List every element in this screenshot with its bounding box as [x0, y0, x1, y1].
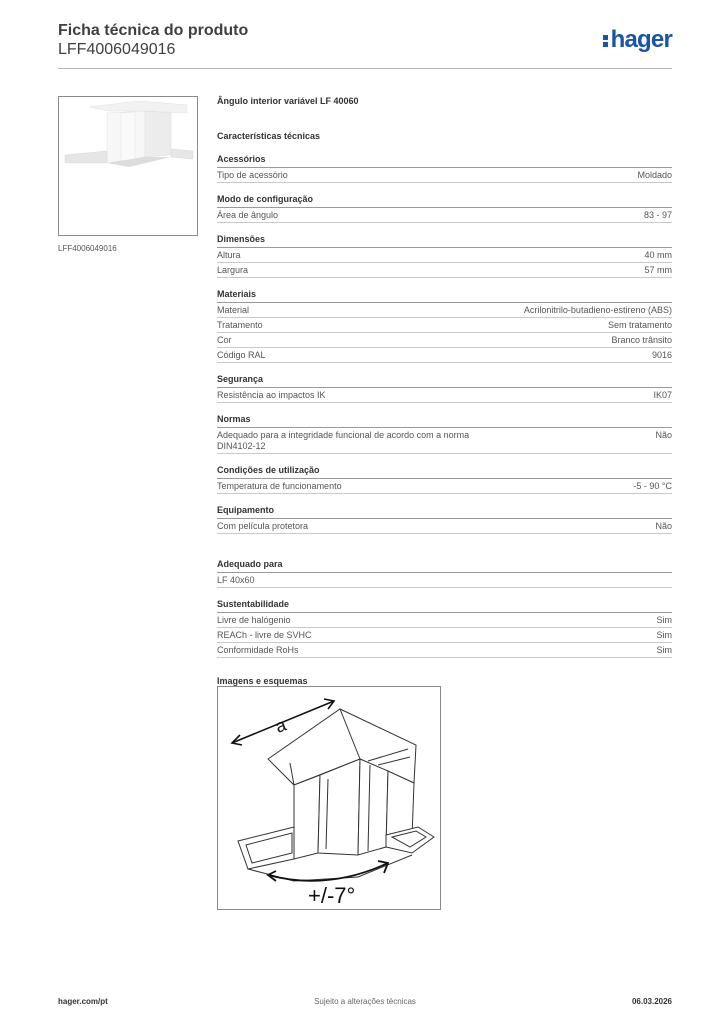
product-name: Ângulo interior variável LF 40060: [217, 96, 359, 106]
spec-value: 40 mm: [644, 250, 672, 260]
spec-row: [217, 348, 672, 363]
group-title: Condições de utilização: [217, 465, 672, 479]
spec-row: [217, 303, 672, 318]
group-title: Adequado para: [217, 559, 672, 573]
logo-dots-icon: [603, 33, 609, 47]
group-title: Dimensões: [217, 234, 672, 248]
footer-notice: Sujeito a alterações técnicas: [314, 997, 416, 1006]
group-title: Materiais: [217, 289, 672, 303]
footer-date: 06.03.2026: [631, 997, 672, 1006]
spec-row: [217, 613, 672, 628]
footer-website-link[interactable]: hager.com/pt: [58, 997, 108, 1006]
spec-label: Resistência ao impactos IK: [217, 390, 326, 400]
hager-logo: [603, 26, 672, 54]
spec-label: Livre de halógenio: [217, 615, 291, 625]
spec-row: [217, 388, 672, 403]
spec-row: [217, 333, 672, 348]
spec-row: [217, 248, 672, 263]
spec-label: LF 40x60: [217, 575, 255, 585]
spec-value: Sem tratamento: [607, 320, 672, 330]
dimension-a-label: a: [272, 714, 289, 737]
spec-label: Tratamento: [217, 320, 263, 330]
spec-group: [217, 414, 672, 454]
dimension-drawing: [217, 686, 441, 910]
spec-group: [217, 154, 672, 183]
spec-group: [217, 194, 672, 223]
spec-group: [217, 465, 672, 494]
tech-heading: Características técnicas: [217, 131, 321, 141]
spec-group: [217, 505, 672, 534]
spec-value: 9016: [651, 350, 672, 360]
group-title: Sustentabilidade: [217, 599, 672, 613]
spec-value: Moldado: [637, 170, 672, 180]
spec-row: [217, 208, 672, 223]
spec-group: [217, 374, 672, 403]
spec-value: Sim: [656, 615, 672, 625]
spec-label: Material: [217, 305, 250, 315]
spec-value: Sim: [656, 630, 672, 640]
spec-label: Largura: [217, 265, 249, 275]
spec-label: Adequado para a integridade funcional de acordo com a norma DIN4102-12: [217, 430, 470, 451]
product-image-caption: LFF4006049016: [58, 244, 117, 253]
spec-value: Não: [655, 521, 672, 531]
spec-row: [217, 428, 672, 454]
spec-value: -5 - 90 °C: [633, 481, 672, 491]
spec-label: Com película protetora: [217, 521, 309, 531]
spec-row: [217, 519, 672, 534]
sustainability-group: [217, 599, 672, 658]
group-title: Normas: [217, 414, 672, 428]
group-title: Acessórios: [217, 154, 672, 168]
document-title: Ficha técnica do produto: [58, 22, 249, 39]
spec-value: IK07: [653, 390, 672, 400]
spec-value: 83 - 97: [643, 210, 672, 220]
spec-group: [217, 289, 672, 363]
page-header: [58, 20, 672, 69]
logo-text: hager: [610, 26, 672, 53]
spec-value: Branco trânsito: [611, 335, 672, 345]
spec-row: [217, 573, 672, 588]
inner-angle-drawing-icon: [218, 687, 440, 909]
spec-row: [217, 168, 672, 183]
spec-row: [217, 643, 672, 658]
spec-label: Tipo de acessório: [217, 170, 288, 180]
spec-label: REACh - livre de SVHC: [217, 630, 312, 640]
images-heading: Imagens e esquemas: [217, 676, 308, 686]
spec-row: [217, 479, 672, 494]
product-code: LFF4006049016: [58, 41, 176, 58]
spec-row: [217, 263, 672, 278]
spec-value: Sim: [656, 645, 672, 655]
group-title: Equipamento: [217, 505, 672, 519]
spec-label: Altura: [217, 250, 241, 260]
spec-label: Conformidade RoHs: [217, 645, 299, 655]
spec-group: [217, 234, 672, 278]
spec-value: Não: [655, 430, 672, 440]
product-photo-icon: [59, 97, 197, 235]
spec-content: [217, 96, 672, 688]
group-title: Segurança: [217, 374, 672, 388]
spec-label: Código RAL: [217, 350, 266, 360]
spec-row: [217, 318, 672, 333]
angle-label: +/-7°: [308, 883, 356, 908]
spec-label: Cor: [217, 335, 232, 345]
spec-label: Área de ângulo: [217, 210, 279, 220]
spec-value: Acrilonitrilo-butadieno-estireno (ABS): [523, 305, 672, 315]
spec-row: [217, 628, 672, 643]
product-image: [58, 96, 198, 236]
suitable-group: [217, 559, 672, 588]
spec-value: 57 mm: [644, 265, 672, 275]
group-title: Modo de configuração: [217, 194, 672, 208]
spec-label: Temperatura de funcionamento: [217, 481, 342, 491]
